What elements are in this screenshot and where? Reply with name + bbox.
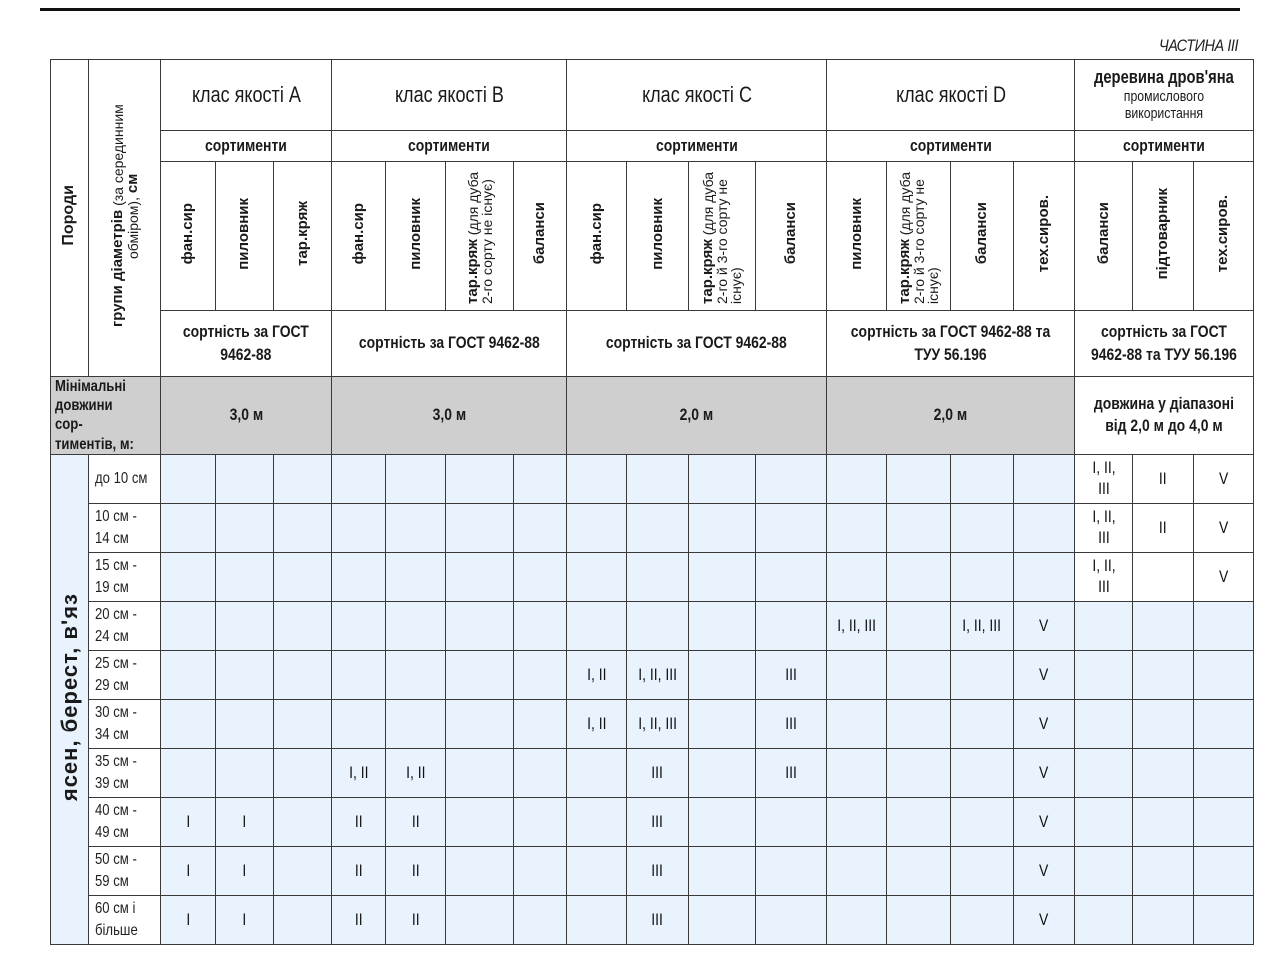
grade-cell <box>688 699 755 748</box>
grade-cell <box>887 552 950 601</box>
grade-cell <box>755 601 826 650</box>
grade-cell: V <box>1193 454 1253 503</box>
diameter-cell: 40 см - 49 см <box>89 797 161 846</box>
grade-cell <box>887 650 950 699</box>
grade-cell <box>513 797 566 846</box>
sub-a-2: пиловник <box>215 162 273 311</box>
grade-cell <box>1075 797 1133 846</box>
grade-cell: I, II <box>567 699 627 748</box>
grade-cell <box>887 699 950 748</box>
grade-cell <box>513 748 566 797</box>
grade-cell: I, II, III <box>1075 503 1133 552</box>
header-row-classes <box>51 60 1254 131</box>
grade-cell <box>688 552 755 601</box>
grade-cell <box>1075 748 1133 797</box>
grade-cell: II <box>332 895 386 944</box>
sub-e-3: тех.сиров. <box>1193 162 1253 311</box>
grade-cell <box>386 503 445 552</box>
class-d-header: клас якості D <box>827 60 1075 131</box>
grade-cell <box>1133 601 1193 650</box>
grade-cell <box>386 454 445 503</box>
min-length-a: 3,0 м <box>161 377 332 455</box>
grade-cell <box>950 503 1013 552</box>
grade-cell <box>1133 699 1193 748</box>
grade-cell <box>273 846 331 895</box>
sortimenty-c: сортименти <box>567 131 827 162</box>
grade-cell: I <box>161 846 215 895</box>
grade-cell <box>755 846 826 895</box>
grade-cell <box>1075 699 1133 748</box>
grade-cell <box>1013 454 1074 503</box>
grade-cell <box>688 846 755 895</box>
grade-cell: I, II, III <box>1075 552 1133 601</box>
table-row <box>51 650 1254 699</box>
sub-d-4: тех.сиров. <box>1013 162 1074 311</box>
grade-cell <box>445 454 513 503</box>
grade-cell <box>950 895 1013 944</box>
grade-cell <box>688 895 755 944</box>
min-length-d: 2,0 м <box>827 377 1075 455</box>
grade-cell <box>567 846 627 895</box>
diam-normal: (за серединним обміром), <box>109 104 141 259</box>
sub-b-4: баланси <box>513 162 566 311</box>
grade-cell: II <box>1133 454 1193 503</box>
grade-cell: V <box>1013 846 1074 895</box>
grade-cell <box>445 552 513 601</box>
header-row-sortimenty <box>51 131 1254 162</box>
grade-cell <box>887 797 950 846</box>
grade-cell <box>215 503 273 552</box>
table-row <box>51 699 1254 748</box>
grade-cell <box>161 748 215 797</box>
grade-cell <box>161 552 215 601</box>
grade-cell: V <box>1013 601 1074 650</box>
grade-cell <box>827 748 887 797</box>
firewood-header <box>1075 60 1254 131</box>
grade-cell: I, II <box>386 748 445 797</box>
class-c-header: клас якості С <box>567 60 827 131</box>
header-row-grades <box>51 311 1254 377</box>
grade-cell: III <box>627 797 688 846</box>
top-rule <box>40 8 1240 11</box>
grade-cell: I, II <box>567 650 627 699</box>
grade-cell <box>887 748 950 797</box>
grade-cell <box>161 601 215 650</box>
grade-cell <box>755 895 826 944</box>
grade-cell <box>827 503 887 552</box>
grade-cell <box>950 650 1013 699</box>
table-row <box>51 552 1254 601</box>
firewood-title: деревина дров'яна <box>1094 67 1235 88</box>
diameter-cell: 25 см - 29 см <box>89 650 161 699</box>
grade-cell <box>445 797 513 846</box>
grade-cell <box>827 650 887 699</box>
table-row <box>51 748 1254 797</box>
grade-cell <box>950 699 1013 748</box>
table-row <box>51 503 1254 552</box>
sub-d-1: пиловник <box>827 162 887 311</box>
grade-cell <box>513 552 566 601</box>
diameter-cell: 15 см - 19 см <box>89 552 161 601</box>
grade-cell <box>273 895 331 944</box>
species-label: ясен, берест, в'яз <box>51 454 89 944</box>
grade-cell <box>1133 846 1193 895</box>
grade-cell <box>332 601 386 650</box>
grade-cell <box>627 503 688 552</box>
grade-cell <box>567 797 627 846</box>
sub-d-3: баланси <box>950 162 1013 311</box>
diameter-cell: 50 см - 59 см <box>89 846 161 895</box>
grade-cell <box>1075 601 1133 650</box>
grade-cell <box>513 601 566 650</box>
grade-cell <box>513 699 566 748</box>
grade-cell: I, II, III <box>827 601 887 650</box>
table-row <box>51 846 1254 895</box>
grade-cell: V <box>1013 797 1074 846</box>
grade-cell <box>161 454 215 503</box>
grade-cell <box>1193 748 1253 797</box>
grade-cell <box>688 748 755 797</box>
assortment-table <box>50 59 1254 945</box>
grade-cell: II <box>332 797 386 846</box>
grade-cell <box>386 650 445 699</box>
sub-e-2: підтоварник <box>1133 162 1193 311</box>
table-body <box>51 60 1254 945</box>
grade-cell <box>445 650 513 699</box>
sortimenty-d: сортименти <box>827 131 1075 162</box>
sortimenty-firewood: сортименти <box>1075 131 1254 162</box>
class-b-header: клас якості В <box>332 60 567 131</box>
grade-cell <box>950 797 1013 846</box>
grade-cell <box>827 454 887 503</box>
grade-cell: III <box>627 895 688 944</box>
grade-cell <box>215 699 273 748</box>
grade-cell <box>827 552 887 601</box>
grade-cell <box>386 552 445 601</box>
grade-cell <box>950 846 1013 895</box>
grade-cell <box>950 748 1013 797</box>
grade-cell <box>827 797 887 846</box>
grade-cell <box>513 650 566 699</box>
grade-cell <box>273 454 331 503</box>
grade-d: сортність за ГОСТ 9462-88 та ТУУ 56.196 <box>827 311 1075 377</box>
sub-c-1: фан.сир <box>567 162 627 311</box>
grade-cell: I, II, III <box>950 601 1013 650</box>
grade-cell: V <box>1013 699 1074 748</box>
grade-cell <box>1133 895 1193 944</box>
sub-b-2: пиловник <box>386 162 445 311</box>
grade-cell <box>887 601 950 650</box>
grade-cell <box>1133 650 1193 699</box>
grade-cell <box>1075 895 1133 944</box>
grade-cell <box>755 503 826 552</box>
diameter-cell: до 10 см <box>89 454 161 503</box>
grade-cell <box>332 454 386 503</box>
grade-cell <box>215 748 273 797</box>
sortimenty-a: сортименти <box>161 131 332 162</box>
grade-cell: II <box>1133 503 1193 552</box>
grade-cell <box>445 699 513 748</box>
grade-cell: I, II, III <box>1075 454 1133 503</box>
grade-cell <box>1013 503 1074 552</box>
grade-cell <box>1193 699 1253 748</box>
grade-cell: III <box>627 846 688 895</box>
grade-cell <box>332 552 386 601</box>
grade-cell: I <box>215 846 273 895</box>
min-length-range: довжина у діапазоні від 2,0 м до 4,0 м <box>1075 377 1254 455</box>
grade-cell <box>1193 797 1253 846</box>
diameter-cell: 20 см - 24 см <box>89 601 161 650</box>
grade-cell <box>827 699 887 748</box>
grade-cell <box>567 503 627 552</box>
grade-cell <box>1133 552 1193 601</box>
grade-cell <box>273 601 331 650</box>
grade-cell <box>567 895 627 944</box>
diam-unit: см <box>123 172 141 193</box>
grade-cell <box>513 846 566 895</box>
grade-b: сортність за ГОСТ 9462-88 <box>332 311 567 377</box>
grade-cell <box>755 454 826 503</box>
grade-cell <box>1193 650 1253 699</box>
grade-cell: I <box>161 895 215 944</box>
grade-cell <box>1133 797 1193 846</box>
grade-cell: I <box>161 797 215 846</box>
grade-cell <box>688 454 755 503</box>
grade-cell <box>445 895 513 944</box>
grade-cell <box>1193 601 1253 650</box>
grade-cell <box>513 503 566 552</box>
grade-cell <box>887 503 950 552</box>
grade-cell <box>950 552 1013 601</box>
min-length-c: 2,0 м <box>567 377 827 455</box>
grade-cell <box>688 601 755 650</box>
species-header: Породи <box>51 60 89 377</box>
grade-cell: I <box>215 895 273 944</box>
grade-cell <box>445 846 513 895</box>
grade-cell: I, II, III <box>627 650 688 699</box>
grade-cell <box>688 797 755 846</box>
grade-cell: I <box>215 797 273 846</box>
grade-cell: V <box>1013 650 1074 699</box>
grade-cell <box>567 454 627 503</box>
grade-cell <box>161 699 215 748</box>
grade-cell <box>627 601 688 650</box>
grade-cell <box>627 552 688 601</box>
grade-cell <box>161 650 215 699</box>
sub-a-1: фан.сир <box>161 162 215 311</box>
grade-cell <box>887 895 950 944</box>
part-label: ЧАСТИНА ІІІ <box>1158 36 1238 55</box>
grade-cell <box>273 699 331 748</box>
table-row <box>51 797 1254 846</box>
grade-cell <box>755 797 826 846</box>
grade-cell <box>332 650 386 699</box>
grade-cell <box>273 503 331 552</box>
sub-a-3: тар.кряж <box>273 162 331 311</box>
grade-cell <box>273 797 331 846</box>
grade-cell: III <box>755 699 826 748</box>
grade-cell <box>567 748 627 797</box>
sortimenty-b: сортименти <box>332 131 567 162</box>
grade-cell <box>513 454 566 503</box>
sub-e-1: баланси <box>1075 162 1133 311</box>
grade-cell: V <box>1193 552 1253 601</box>
grade-cell <box>445 601 513 650</box>
sub-b-3: тар.кряж (для дуба 2-го сорту не існує) <box>445 162 513 311</box>
grade-cell <box>332 699 386 748</box>
min-length-b: 3,0 м <box>332 377 567 455</box>
sub-c-2: пиловник <box>627 162 688 311</box>
grade-c: сортність за ГОСТ 9462-88 <box>567 311 827 377</box>
table-row <box>51 601 1254 650</box>
firewood-sub: промислового використання <box>1123 87 1205 123</box>
grade-cell <box>1193 846 1253 895</box>
sub-d-2: тар.кряж (для дуба 2-го й 3-го сорту не існує) <box>887 162 950 311</box>
grade-cell <box>1013 552 1074 601</box>
diameter-cell: 30 см - 34 см <box>89 699 161 748</box>
grade-cell <box>386 699 445 748</box>
grade-cell: II <box>386 895 445 944</box>
grade-cell <box>273 650 331 699</box>
grade-cell <box>445 503 513 552</box>
sub-b-1: фан.сир <box>332 162 386 311</box>
grade-cell <box>215 454 273 503</box>
grade-cell <box>827 895 887 944</box>
grade-cell: II <box>386 846 445 895</box>
grade-cell <box>273 552 331 601</box>
diam-bold: групи діаметрів <box>108 209 126 327</box>
diameter-cell: 10 см - 14 см <box>89 503 161 552</box>
grade-cell <box>688 503 755 552</box>
grade-cell <box>755 552 826 601</box>
grade-cell <box>627 454 688 503</box>
grade-cell <box>273 748 331 797</box>
grade-cell <box>513 895 566 944</box>
grade-cell <box>215 552 273 601</box>
diameter-group-header <box>89 60 161 377</box>
grade-cell <box>332 503 386 552</box>
header-row-subtypes <box>51 162 1254 311</box>
class-a-header: клас якості А <box>161 60 332 131</box>
grade-cell <box>827 846 887 895</box>
table-row <box>51 454 1254 503</box>
grade-cell <box>567 552 627 601</box>
grade-cell <box>1193 895 1253 944</box>
grade-cell <box>950 454 1013 503</box>
grade-cell <box>887 846 950 895</box>
grade-cell: II <box>332 846 386 895</box>
grade-cell <box>688 650 755 699</box>
grade-cell <box>215 601 273 650</box>
grade-cell: III <box>755 650 826 699</box>
grade-cell <box>887 454 950 503</box>
grade-a: сортність за ГОСТ 9462-88 <box>161 311 332 377</box>
grade-cell: I, II <box>332 748 386 797</box>
grade-cell: V <box>1013 748 1074 797</box>
grade-cell <box>1075 650 1133 699</box>
grade-cell <box>567 601 627 650</box>
grade-cell: V <box>1013 895 1074 944</box>
sub-c-4: баланси <box>755 162 826 311</box>
grade-cell: V <box>1193 503 1253 552</box>
grade-cell <box>161 503 215 552</box>
grade-cell <box>1075 846 1133 895</box>
grade-cell <box>1133 748 1193 797</box>
diameter-cell: 35 см - 39 см <box>89 748 161 797</box>
grade-firewood: сортність за ГОСТ 9462-88 та ТУУ 56.196 <box>1075 311 1254 377</box>
sub-c-3: тар.кряж (для дуба 2-го й 3-го сорту не існує) <box>688 162 755 311</box>
grade-cell: III <box>627 748 688 797</box>
min-lengths-row <box>51 377 1254 455</box>
diameter-cell: 60 см і більше <box>89 895 161 944</box>
min-lengths-label: Мінімальні довжини сор-тиментів, м: <box>51 377 161 455</box>
table-row <box>51 895 1254 944</box>
grade-cell <box>445 748 513 797</box>
grade-cell: III <box>755 748 826 797</box>
grade-cell: II <box>386 797 445 846</box>
grade-cell <box>215 650 273 699</box>
grade-cell: I, II, III <box>627 699 688 748</box>
grade-cell <box>386 601 445 650</box>
